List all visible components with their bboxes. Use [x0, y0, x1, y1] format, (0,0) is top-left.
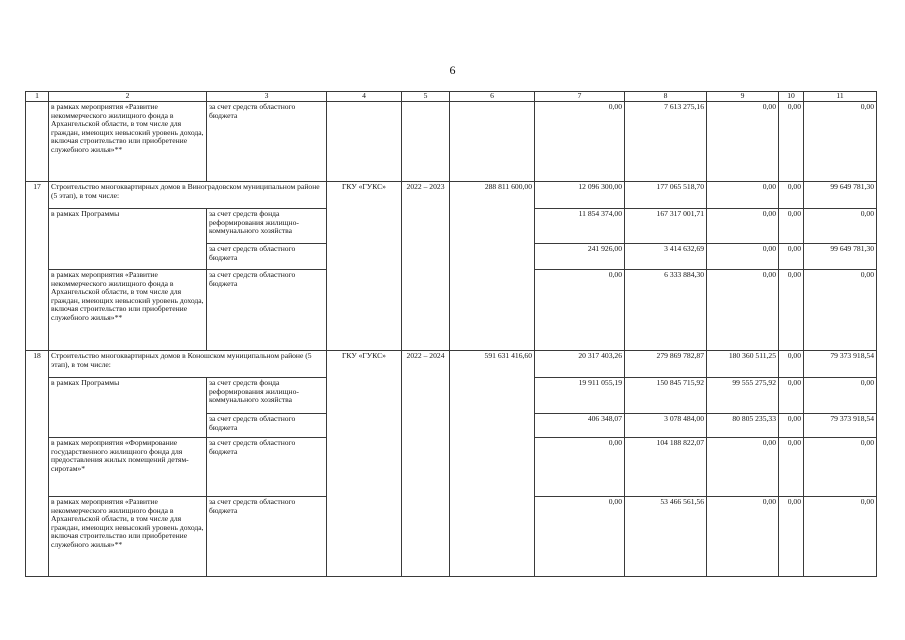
- value-c11: 99 649 781,30: [804, 182, 877, 209]
- value-c11: 79 373 918,54: [804, 414, 877, 438]
- funding-source: за счет средств областного бюджета: [207, 414, 327, 438]
- header-cell: 3: [207, 92, 327, 102]
- event-description: в рамках мероприятия «Формирование государственного жилищного фонда для предоставления жилых помещений детям-сиротам»*: [49, 438, 207, 497]
- value-c9: 0,00: [707, 209, 779, 244]
- value-c9: 0,00: [707, 270, 779, 351]
- funding-source: за счет средств областного бюджета: [207, 244, 327, 270]
- header-cell: 10: [779, 92, 804, 102]
- value-c7: 241 926,00: [535, 244, 625, 270]
- value-c10: 0,00: [779, 351, 804, 378]
- years: 2022 – 2024: [402, 351, 450, 577]
- value-c11: 79 373 918,54: [804, 351, 877, 378]
- value-c8: 150 845 715,92: [625, 378, 707, 414]
- value-c11: 99 649 781,30: [804, 244, 877, 270]
- value-c7: 20 317 403,26: [535, 351, 625, 378]
- value-c9: 180 360 511,25: [707, 351, 779, 378]
- program-label: в рамках Программы: [49, 378, 207, 438]
- value-c8: 104 188 822,07: [625, 438, 707, 497]
- project-title: Строительство многоквартирных домов в Коношском муниципальном районе (5 этап), в том числе:: [49, 351, 327, 378]
- budget-table: [25, 91, 877, 577]
- header-cell: 8: [625, 92, 707, 102]
- program-label: в рамках Программы: [49, 209, 207, 270]
- funding-source: за счет средств областного бюджета: [207, 102, 327, 182]
- value-c8: 6 333 884,30: [625, 270, 707, 351]
- value-c11: 0,00: [804, 497, 877, 577]
- value-c7: 11 854 374,00: [535, 209, 625, 244]
- row-number: [26, 102, 49, 182]
- value-c9: 0,00: [707, 438, 779, 497]
- table-row: [26, 182, 877, 209]
- value-c8: 167 317 001,71: [625, 209, 707, 244]
- value-c9: 80 805 235,33: [707, 414, 779, 438]
- table-row: [26, 351, 877, 378]
- header-cell: 1: [26, 92, 49, 102]
- header-cell: 6: [450, 92, 535, 102]
- value-c7: 0,00: [535, 102, 625, 182]
- funding-source: за счет средств областного бюджета: [207, 438, 327, 497]
- value-c11: 0,00: [804, 378, 877, 414]
- value-c10: 0,00: [779, 414, 804, 438]
- funding-source: за счет средств областного бюджета: [207, 497, 327, 577]
- header-cell: 11: [804, 92, 877, 102]
- funding-source: за счет средств областного бюджета: [207, 270, 327, 351]
- value-c9: 0,00: [707, 497, 779, 577]
- row-number: 18: [26, 351, 49, 577]
- project-title: Строительство многоквартирных домов в Виноградовском муниципальном районе (5 этап), в том числе:: [49, 182, 327, 209]
- total: 591 631 416,60: [450, 351, 535, 577]
- value-c11: 0,00: [804, 102, 877, 182]
- header-cell: 5: [402, 92, 450, 102]
- executor: ГКУ «ГУКС»: [327, 182, 402, 351]
- total: [450, 102, 535, 182]
- years: 2022 – 2023: [402, 182, 450, 351]
- event-description: в рамках мероприятия «Развитие некоммерческого жилищного фонда в Архангельской области, в том числе для граждан, имеющих невысокий уровень дохода, включая строительство или приобретение служебного жилья»**: [49, 497, 207, 577]
- value-c11: 0,00: [804, 438, 877, 497]
- table-row: [26, 102, 877, 182]
- value-c7: 19 911 055,19: [535, 378, 625, 414]
- value-c8: 3 414 632,69: [625, 244, 707, 270]
- event-description: в рамках мероприятия «Развитие некоммерческого жилищного фонда в Архангельской области, в том числе для граждан, имеющих невысокий уровень дохода, включая строительство или приобретение служебного жилья»**: [49, 102, 207, 182]
- value-c8: 3 078 484,00: [625, 414, 707, 438]
- value-c11: 0,00: [804, 209, 877, 244]
- value-c11: 0,00: [804, 270, 877, 351]
- value-c7: 406 348,07: [535, 414, 625, 438]
- value-c9: 0,00: [707, 182, 779, 209]
- total: 288 811 600,00: [450, 182, 535, 351]
- value-c10: 0,00: [779, 209, 804, 244]
- value-c8: 279 869 782,87: [625, 351, 707, 378]
- value-c10: 0,00: [779, 438, 804, 497]
- header-cell: 9: [707, 92, 779, 102]
- funding-source: за счет средств фонда реформирования жилищно-коммунального хозяйства: [207, 378, 327, 414]
- executor: [327, 102, 402, 182]
- value-c7: 12 096 300,00: [535, 182, 625, 209]
- value-c8: 7 613 275,16: [625, 102, 707, 182]
- header-cell: 4: [327, 92, 402, 102]
- value-c9: 99 555 275,92: [707, 378, 779, 414]
- header-cell: 7: [535, 92, 625, 102]
- value-c7: 0,00: [535, 270, 625, 351]
- executor: ГКУ «ГУКС»: [327, 351, 402, 577]
- years: [402, 102, 450, 182]
- value-c10: 0,00: [779, 497, 804, 577]
- value-c9: 0,00: [707, 102, 779, 182]
- value-c10: 0,00: [779, 270, 804, 351]
- value-c8: 53 466 561,56: [625, 497, 707, 577]
- value-c10: 0,00: [779, 378, 804, 414]
- value-c8: 177 065 518,70: [625, 182, 707, 209]
- value-c7: 0,00: [535, 438, 625, 497]
- header-row: [26, 92, 877, 102]
- value-c10: 0,00: [779, 182, 804, 209]
- value-c10: 0,00: [779, 244, 804, 270]
- event-description: в рамках мероприятия «Развитие некоммерческого жилищного фонда в Архангельской области, в том числе для граждан, имеющих невысокий уровень дохода, включая строительство или приобретение служебного жилья»**: [49, 270, 207, 351]
- page-number: 6: [449, 63, 456, 77]
- value-c7: 0,00: [535, 497, 625, 577]
- row-number: 17: [26, 182, 49, 351]
- value-c10: 0,00: [779, 102, 804, 182]
- funding-source: за счет средств фонда реформирования жилищно-коммунального хозяйства: [207, 209, 327, 244]
- header-cell: 2: [49, 92, 207, 102]
- value-c9: 0,00: [707, 244, 779, 270]
